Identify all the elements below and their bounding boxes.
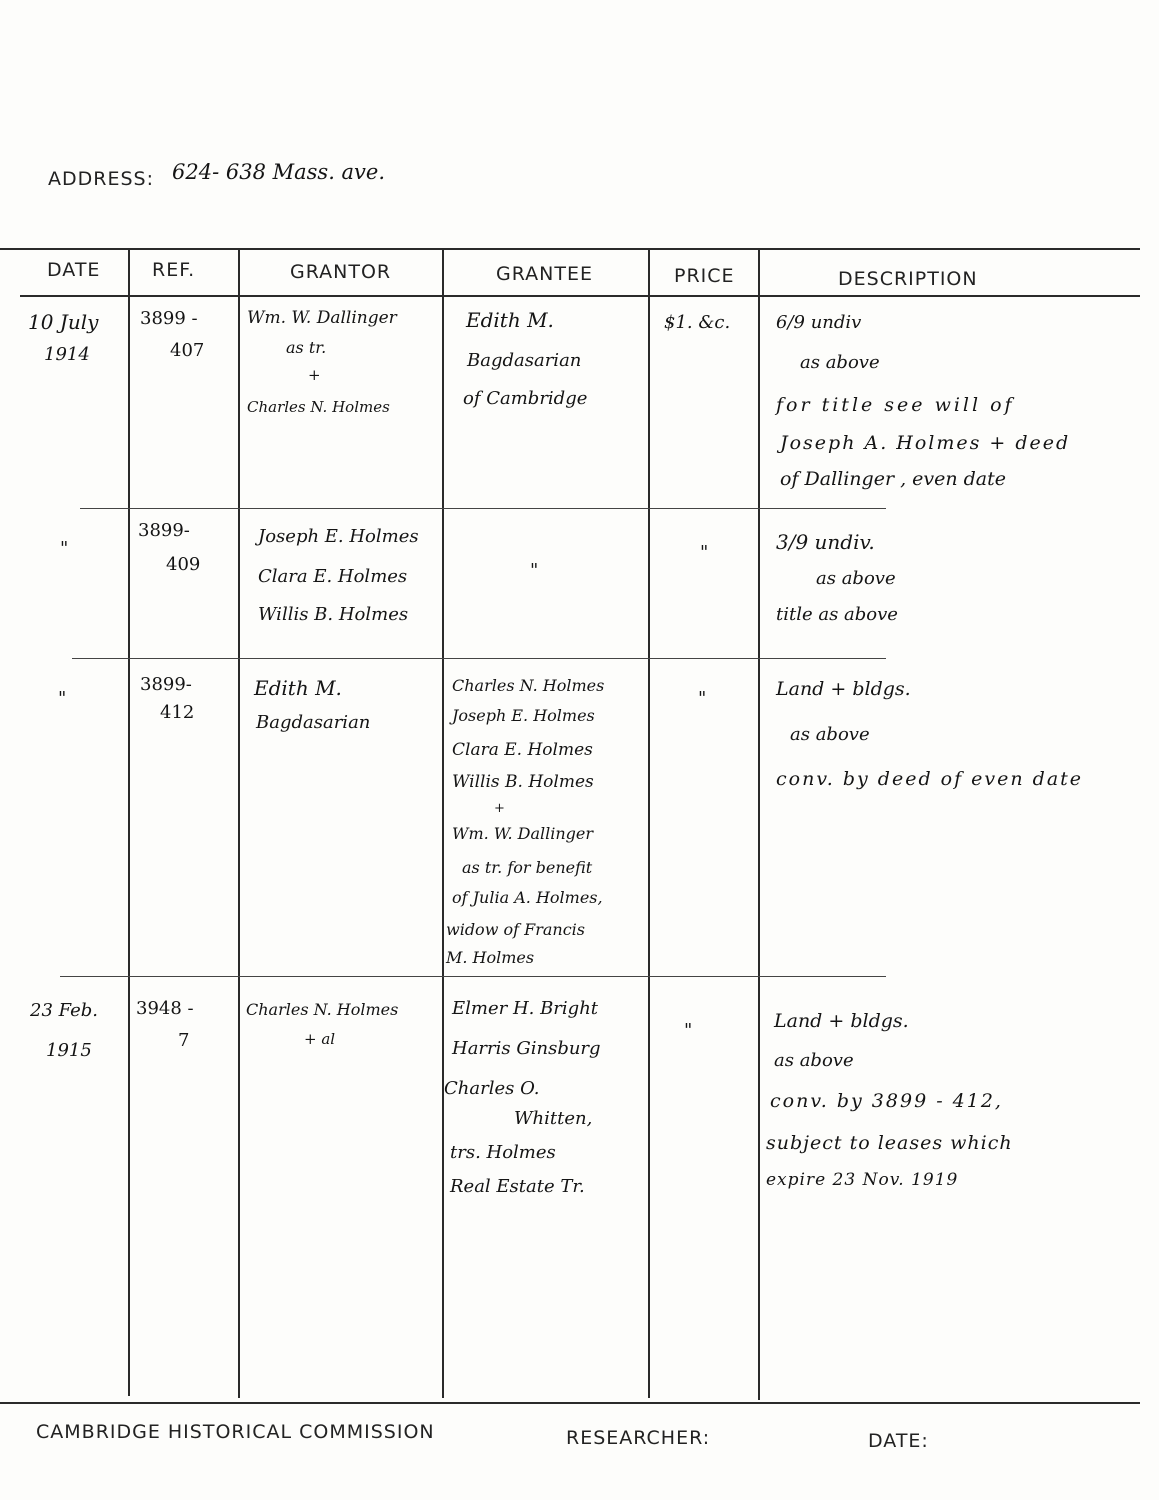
entry-3-grantee-line-7: as tr. for benefit	[462, 858, 593, 877]
entry-3-grantor-line-2: Bagdasarian	[256, 712, 371, 733]
footer-commission: CAMBRIDGE HISTORICAL COMMISSION	[36, 1421, 435, 1443]
entry-3-grantor-line-1: Edith M.	[254, 676, 342, 700]
entry-1-description-line-3: for title see will of	[776, 394, 1015, 416]
entry-4-grantee-line-1: Elmer H. Bright	[452, 998, 599, 1019]
column-header-grantee: GRANTEE	[496, 263, 593, 285]
entry-4-description-line-2: as above	[774, 1050, 854, 1071]
entry-1-description-line-2: as above	[800, 352, 880, 373]
entry-2-grantor-line-3: Willis B. Holmes	[258, 604, 409, 625]
entry-3-description-line-2: as above	[790, 724, 870, 745]
entry-4-description-line-3: conv. by 3899 - 412,	[770, 1090, 1003, 1112]
column-header-price: PRICE	[674, 265, 735, 287]
entry-2-date: "	[60, 538, 69, 559]
column-divider-5	[758, 250, 760, 1400]
footer-date-label: DATE:	[868, 1430, 929, 1452]
column-header-ref: REF.	[152, 259, 196, 281]
entry-2-ref-line-1: 3899-	[138, 520, 190, 541]
entry-2-price: "	[700, 542, 709, 563]
table-bottom-rule	[0, 1402, 1140, 1404]
entry-1-grantor-line-3: +	[308, 366, 321, 384]
entry-1-grantee-line-2: Bagdasarian	[467, 350, 582, 371]
entry-4-description-line-5: expire 23 Nov. 1919	[766, 1170, 959, 1190]
entry-1-date-line-1: 10 July	[28, 310, 99, 334]
entry-3-grantee-line-8: of Julia A. Holmes,	[452, 888, 603, 907]
entry-3-grantee-line-1: Charles N. Holmes	[452, 676, 605, 695]
entry-4-grantor-line-1: Charles N. Holmes	[246, 1000, 399, 1019]
entry-2-grantor-line-1: Joseph E. Holmes	[258, 526, 419, 547]
entry-4-grantee-line-4: Whitten,	[514, 1108, 593, 1129]
entry-4-ref-line-2: 7	[178, 1030, 190, 1051]
entry-3-grantee-line-4: Willis B. Holmes	[452, 772, 594, 792]
column-header-description: DESCRIPTION	[838, 268, 978, 290]
entry-3-ref-line-1: 3899-	[140, 674, 192, 695]
entry-3-price: "	[698, 688, 707, 709]
entry-4-grantee-line-2: Harris Ginsburg	[452, 1038, 601, 1059]
entry-4-price: "	[684, 1020, 693, 1041]
entry-1-description-line-1: 6/9 undiv	[776, 312, 862, 333]
entry-4-grantor-line-2: + al	[304, 1030, 336, 1048]
entry-3-grantee-line-9: widow of Francis	[446, 920, 585, 939]
entry-2-description-line-1: 3/9 undiv.	[776, 530, 875, 554]
entry-4-ref-line-1: 3948 -	[136, 998, 194, 1019]
entry-1-grantor-line-2: as tr.	[286, 338, 327, 357]
entry-1-description-line-4: Joseph A. Holmes + deed	[780, 432, 1071, 454]
entry-3-grantee-line-10: M. Holmes	[446, 948, 535, 967]
entry-4-date-line-2: 1915	[46, 1040, 92, 1061]
entry-1-description-line-5: of Dallinger , even date	[780, 468, 1007, 490]
entry-1-ref-line-2: 407	[170, 340, 205, 361]
table-top-rule	[0, 248, 1140, 250]
column-header-grantor: GRANTOR	[290, 261, 392, 283]
table-header-rule	[20, 295, 1140, 297]
entry-2-grantor-line-2: Clara E. Holmes	[258, 566, 408, 587]
column-divider-3	[442, 248, 444, 1398]
entry-2-grantee: "	[530, 560, 539, 581]
entry-4-description-line-1: Land + bldgs.	[774, 1010, 909, 1032]
entry-3-ref-line-2: 412	[160, 702, 195, 723]
address-label: ADDRESS:	[48, 168, 154, 190]
entry-4-description-line-4: subject to leases which	[766, 1132, 1013, 1154]
entry-3-description-line-1: Land + bldgs.	[776, 678, 911, 700]
entry-3-date: "	[58, 688, 67, 709]
row-divider-1	[80, 508, 886, 509]
column-divider-4	[648, 248, 650, 1398]
column-header-date: DATE	[47, 259, 101, 281]
entry-3-grantee-line-2: Joseph E. Holmes	[452, 706, 595, 725]
row-divider-2	[72, 658, 886, 659]
footer-researcher-label: RESEARCHER:	[566, 1427, 711, 1449]
entry-2-ref-line-2: 409	[166, 554, 201, 575]
column-divider-2	[238, 248, 240, 1398]
entry-4-grantee-line-3: Charles O.	[444, 1078, 540, 1099]
entry-3-grantee-line-5: +	[494, 801, 505, 816]
entry-1-price: $1. &c.	[664, 312, 731, 333]
address-value: 624- 638 Mass. ave.	[172, 160, 386, 184]
entry-1-grantor-line-4: Charles N. Holmes	[247, 398, 390, 416]
entry-1-ref-line-1: 3899 -	[140, 308, 198, 329]
entry-3-grantee-line-6: Wm. W. Dallinger	[452, 824, 593, 843]
entry-2-description-line-2: as above	[816, 568, 896, 589]
entry-4-date-line-1: 23 Feb.	[30, 1000, 99, 1021]
entry-3-description-line-3: conv. by deed of even date	[776, 768, 1084, 790]
entry-2-description-line-3: title as above	[776, 604, 898, 625]
column-divider-1	[128, 248, 130, 1396]
entry-4-grantee-line-5: trs. Holmes	[450, 1142, 556, 1163]
row-divider-3	[60, 976, 886, 977]
entry-1-grantee-line-1: Edith M.	[466, 308, 554, 332]
entry-1-grantor-line-1: Wm. W. Dallinger	[247, 308, 397, 328]
entry-1-date-line-2: 1914	[44, 344, 90, 365]
entry-1-grantee-line-3: of Cambridge	[463, 388, 588, 409]
entry-4-grantee-line-6: Real Estate Tr.	[450, 1176, 585, 1197]
entry-3-grantee-line-3: Clara E. Holmes	[452, 740, 593, 760]
